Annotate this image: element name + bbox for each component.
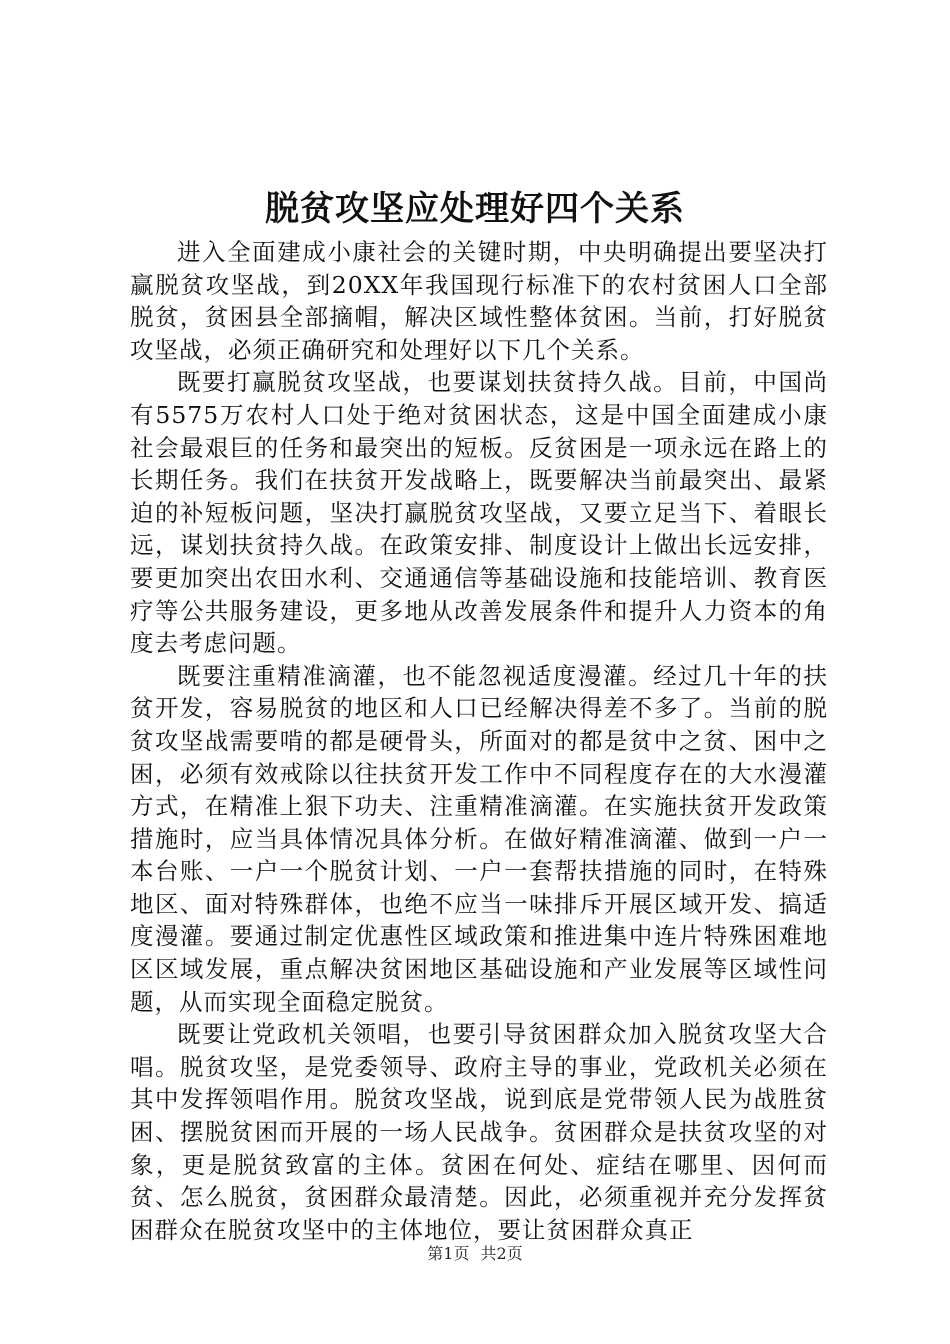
paragraph-long-term-battle: 既要打赢脱贫攻坚战，也要谋划扶贫持久战。目前，中国尚有5575万农村人口处于绝对贫困状态，这是中国全面建成小康社会最艰巨的任务和最突出的短板。反贫困是一项永远在路上的长期任务。我们在扶贫开发战略上，既要解决当前最突出、最紧迫的补短板问题，坚决打赢脱贫攻坚战，又要立足当下、着眼长远，谋划扶贫持久战。在政策安排、制度设计上做出长远安排，要更加突出农田水利、交通通信等基础设施和技能培训、教育医疗等公共服务建设，更多地从改善发展条件和提升人力资本的角度去考虑问题。 — [130, 368, 828, 658]
document-title: 脱贫攻坚应处理好四个关系 — [265, 189, 685, 229]
page-footer — [0, 1243, 950, 1265]
page-number-current: 第1页 — [427, 1244, 470, 1263]
page-number-total: 共2页 — [480, 1244, 523, 1263]
paragraph-precise-irrigation: 既要注重精准滴灌，也不能忽视适度漫灌。经过几十年的扶贫开发，容易脱贫的地区和人口已经解决得差不多了。当前的脱贫攻坚战需要啃的都是硬骨头，所面对的都是贫中之贫、困中之困，必须有效戒除以往扶贫开发工作中不同程度存在的大水漫灌方式，在精准上狠下功夫、注重精准滴灌。在实施扶贫开发政策措施时，应当具体情况具体分析。在做好精准滴灌、做到一户一本台账、一户一个脱贫计划、一户一套帮扶措施的同时，在特殊地区、面对特殊群体，也绝不应当一味排斥开展区域开发、搞适度漫灌。要通过制定优惠性区域政策和推进集中连片特殊困难地区区域发展，重点解决贫困地区基础设施和产业发展等区域性问题，从而实现全面稳定脱贫。 — [130, 661, 828, 1016]
paragraph-intro: 进入全面建成小康社会的关键时期，中央明确提出要坚决打赢脱贫攻坚战，到20XX年我国现行标准下的农村贫困人口全部脱贫，贫困县全部摘帽，解决区域性整体贫困。当前，打好脱贫攻坚战，必须正确研究和处理好以下几个关系。 — [130, 238, 828, 364]
document-body — [130, 236, 828, 1246]
paragraph-party-leadership: 既要让党政机关领唱，也要引导贫困群众加入脱贫攻坚大合唱。脱贫攻坚，是党委领导、政府主导的事业，党政机关必须在其中发挥领唱作用。脱贫攻坚战，说到底是党带领人民为战胜贫困、摆脱贫困而开展的一场人民战争。贫困群众是扶贫攻坚的对象，更是脱贫致富的主体。贫困在何处、症结在哪里、因何而贫、怎么脱贫，贫困群众最清楚。因此，必须重视并充分发挥贫困群众在脱贫攻坚中的主体地位，要让贫困群众真正 — [130, 1020, 828, 1244]
